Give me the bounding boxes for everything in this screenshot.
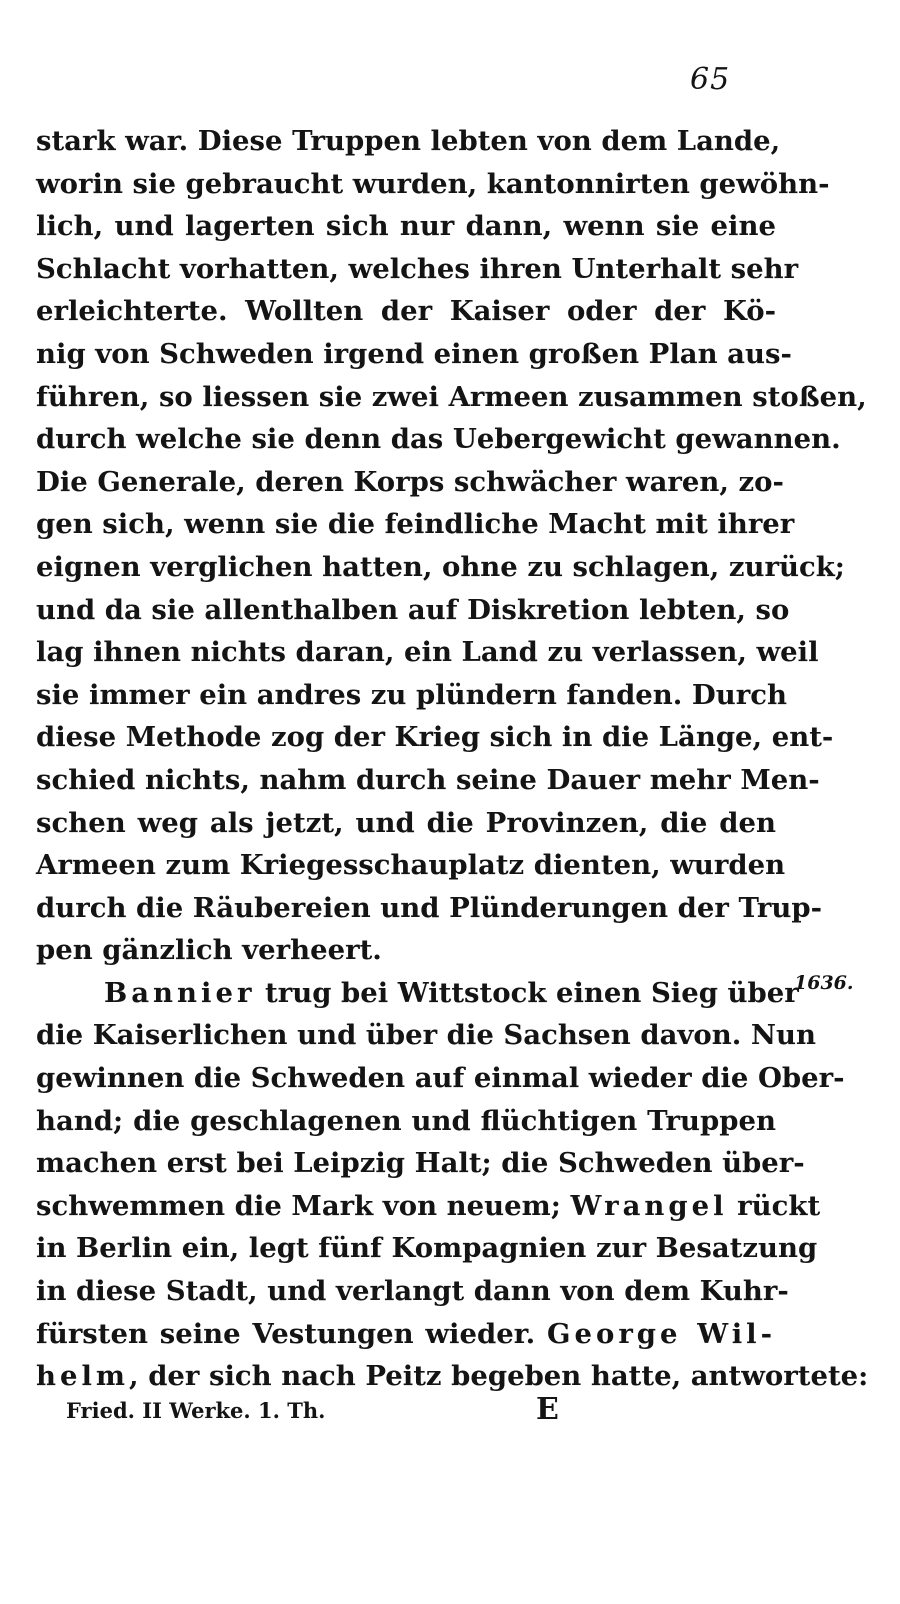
text-line: nig von Schweden irgend einen großen Plan aus- [36,337,792,370]
person-name-bannier: Bannier [104,976,256,1009]
text-line: hand; die geschlagenen und flüchtigen Truppen [36,1104,776,1137]
text-line: sie immer ein andres zu plündern fanden. Durch [36,678,787,711]
text-line: Schlacht vorhatten, welches ihren Unterhalt sehr [36,252,799,285]
text-line: Armeen zum Kriegesschauplatz dienten, wurden [36,849,786,882]
text-line: schen weg als jetzt, und die Provinzen, die den [36,806,776,839]
text-fragment: rückt [727,1189,821,1222]
text-line: lag ihnen nichts daran, ein Land zu verlassen, weil [36,636,819,669]
text-line: und da sie allenthalben auf Diskretion lebten, so [36,593,790,626]
person-name-wrangel: Wrangel [570,1189,728,1222]
text-line: worin sie gebraucht wurden, kantonnirten gewöhn- [36,167,830,200]
text-line: eignen verglichen hatten, ohne zu schlagen, zurück; [36,550,845,583]
text-line: in diese Stadt, und verlangt dann von dem Kuhr- [36,1275,789,1308]
text-line: führen, so liessen sie zwei Armeen zusammen stoßen, [36,380,867,413]
margin-year-note: 1636. [794,972,854,994]
text-line: die Kaiserlichen und über die Sachsen davon. Nun [36,1019,816,1052]
text-line: pen gänzlich verheert. [36,934,382,967]
text-fragment: trug bei Wittstock einen Sieg über [255,976,799,1009]
signature-mark: E [536,1392,559,1427]
text-line: in Berlin ein, legt fünf Kompagnien zur Besatzung [36,1232,818,1265]
text-line [36,1185,821,1228]
text-line: lich, und lagerten sich nur dann, wenn sie eine [36,210,776,243]
person-name-helm: helm [36,1360,130,1393]
text-line: machen erst bei Leipzig Halt; die Schweden über- [36,1147,805,1180]
paragraph-start-line [36,972,799,1015]
text-line: gen sich, wenn sie die feindliche Macht mit ihrer [36,508,795,541]
text-line: durch die Räubereien und Plünderungen der Trup- [36,891,823,924]
text-line [36,1313,776,1356]
text-line: erleichterte. Wollten der Kaiser oder der Kö- [36,295,776,328]
text-line: gewinnen die Schweden auf einmal wieder die Ober- [36,1062,845,1095]
page-number: 65 [690,62,731,97]
page-footer [66,1392,626,1432]
text-line: schied nichts, nahm durch seine Dauer mehr Men- [36,763,820,796]
text-fragment: fürsten seine Vestungen wieder. [36,1317,547,1350]
text-fragment: schwemmen die Mark von neuem; [36,1189,571,1222]
text-line: diese Methode zog der Krieg sich in die Länge, ent- [36,721,834,754]
footer-reference: Fried. II Werke. 1. Th. [66,1398,326,1423]
text-line: stark war. Diese Truppen lebten von dem Lande, [36,125,781,157]
text-fragment: , der sich nach Peitz begeben hatte, antwortete: [129,1360,869,1393]
text-line: Die Generale, deren Korps schwächer waren, zo- [36,465,784,498]
text-line: durch welche sie denn das Uebergewicht gewannen. [36,423,841,456]
person-name-george-wilhelm: George Wil- [547,1317,776,1350]
